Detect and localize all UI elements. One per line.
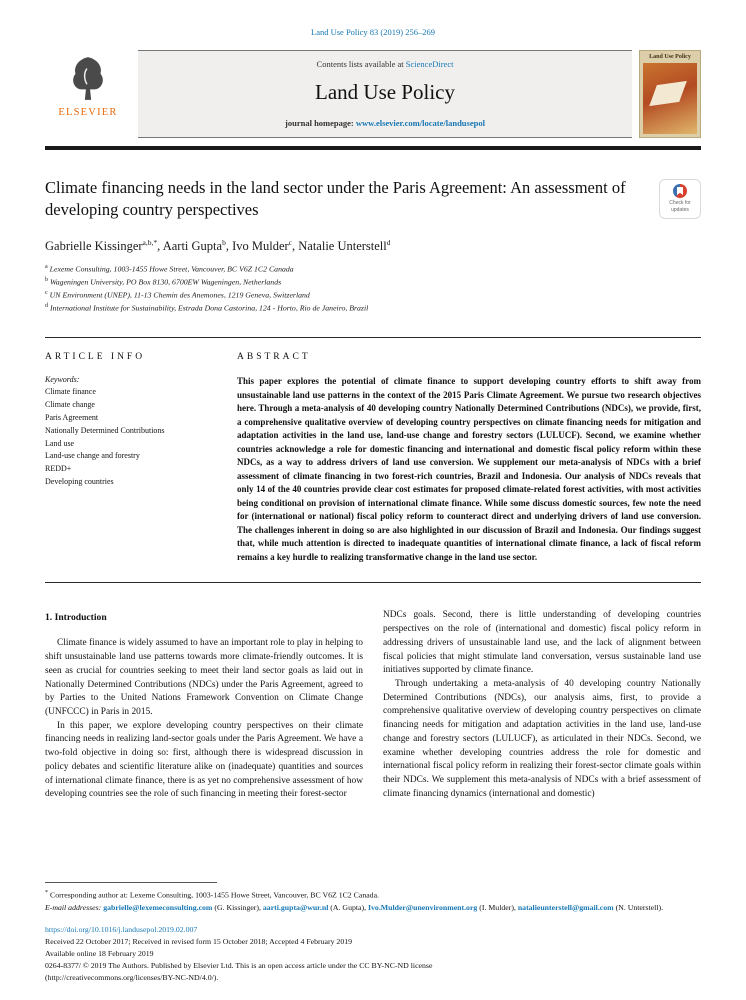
elsevier-logo [45, 50, 131, 138]
intro-paragraph: NDCs goals. Second, there is little understanding of developing countries perspectives on the role of (international and domestic) fiscal policy reform in addressing drivers of unsustainable land use, and the lack of alignment between fiscal policies that might stimulate land conversation, versus sustainable land use initiatives supported by climate finance. [383, 610, 701, 676]
keyword: Climate change [45, 400, 95, 410]
section-heading: 1. Introduction [45, 612, 107, 624]
cover-title: Land Use Policy [649, 54, 691, 60]
footnote-rule [45, 882, 217, 883]
journal-citation[interactable]: Land Use Policy 83 (2019) 256–269 [311, 27, 435, 37]
article-body [45, 609, 701, 802]
license-line: (http://creativecommons.org/licenses/BY-NC-ND/4.0/). [45, 972, 219, 982]
email-addresses-line [45, 902, 701, 914]
email-suffix: (G. Kissinger), [212, 902, 263, 912]
journal-title: Land Use Policy [315, 80, 455, 104]
contents-label: Contents lists available at [316, 59, 406, 69]
crossmark-icon [673, 184, 687, 198]
info-abstract-section [45, 337, 701, 583]
keyword: Climate finance [45, 387, 96, 397]
keyword: Land use [45, 438, 75, 448]
intro-paragraph: Climate finance is widely assumed to have an important role to play in helping to shift unsustainable land use patterns towards more climate-friendly outcomes. It is seen as crucial for countries seeking to meet their land sector goals as laid out in Nationally Determined Contributions (NDCs) under the Paris Agreement, agreed to by Parties to the United Nations Framework Convention on Climate Change (UNFCCC) in Paris in 2015. [45, 638, 363, 718]
article-title: Climate financing needs in the land sector under the Paris Agreement: An assessment of developing country perspectives [45, 177, 626, 220]
email-link[interactable]: natalieunterstell@gmail.com [517, 902, 614, 912]
page-footer [45, 882, 701, 984]
masthead-box [138, 50, 632, 138]
affiliation-line: $^b$ Wageningen University, PO Box 8130, 6700EW Wageningen, Netherlands [45, 277, 282, 287]
affiliation-line: $^d$ International Institute for Sustainability, Estrada Dona Castorina, 124 - Horto, Rio de Janeiro, Brazil [45, 303, 369, 313]
email-suffix: (A. Gupta), [328, 902, 368, 912]
homepage-line [285, 118, 485, 128]
check-for-updates-label: Check for updates [669, 200, 691, 213]
intro-paragraph: In this paper, we explore developing country perspectives on their climate financing needs in realizing land-sector goals under the Paris Agreement. We have a two-fold objective in doing so: first, although there is widespread discussion in policy debates and scientific literature alike on (inadequate) quantities and sources of international climate finance, there is as yet no comprehensive assessment of how developing countries see the role of such financing in meeting their forest-sector [45, 720, 363, 800]
doi-link[interactable]: https://doi.org/10.1016/j.landusepol.2019.02.007 [45, 924, 198, 934]
email-suffix: (N. Unterstell). [613, 902, 664, 912]
title-block [45, 177, 701, 223]
intro-paragraph: Through undertaking a meta-analysis of 40 developing country Nationally Determined Contributions (NDCs), our analysis aims, first, to provide a comprehensive qualitative overview of developing country perspectives on climate financing needs for mitigation and adaptation activities in the land use, land-use change and forestry sectors (LULUCF), as articulated in their NDCs. Second, we examine whether developing countries address the role for domestic and international fiscal policy reform in realizing their forest-sector climate goals within their NDCs. We supplement this meta-analysis of NDCs with a brief assessment of climate financing dynamics (international and domestic) [383, 679, 701, 799]
copyright-line: 0264-8377/ © 2019 The Authors. Published by Elsevier Ltd. This is an open access article under the CC BY-NC-ND license [45, 960, 433, 970]
author-affiliation-marker: a,b,* [142, 238, 158, 248]
author-affiliation-marker: d [386, 238, 391, 248]
available-online: Available online 18 February 2019 [45, 948, 154, 958]
affiliation-line: $^a$ Lexeme Consulting, 1003-1455 Howe Street, Vancouver, BC V6Z 1C2 Canada [45, 264, 294, 274]
abstract-text: This paper explores the potential of climate finance to support developing country efforts to shift away from unsustainable land use patterns in the context of the 2015 Paris Climate Agreement. We pursue two research objectives here. Through a meta-analysis of 40 developing country Nationally Determined Contributions (NDCs), we provide, first, a comprehensive qualitative overview of developing country perspectives on climate financing needs for mitigation and adaptation activities in the land use, land-use change and forestry sectors (LULUCF). Second, we examine whether countries acknowledge a role for domestic financing and international and domestic fiscal policy reform within these NDCs, as a way to address drivers of land use conversion. We supplement our meta-analysis of NDCs with a brief assessment of climate financing in two forest-rich countries, Brazil and Indonesia. Our analysis of NDCs reveals that only 14 of the 40 countries provide clear cost estimates for proposed climate-related forest activities, with most activities being conditional on provision of international climate finance. While some discuss domestic sources, few note the need for (international or national) fiscal policy reform to counteract direct and underlying drivers of land use conversion. The challenges inherent in doing so are also highlighted in our discussion of Brazil and Indonesia. Our findings suggest that, while much attention is directed to inadequate quantities of international climate finance, a lack of fiscal reform remains a key hurdle to realizing transformative change in the land use sector. [237, 376, 701, 562]
keyword: Developing countries [45, 477, 114, 487]
author-name: , Aarti Gupta$^b$ [157, 238, 226, 254]
cover-image [643, 63, 697, 134]
received-dates: Received 22 October 2017; Received in revised form 15 October 2018; Accepted 4 February 2019 [45, 936, 353, 946]
keywords-label: Keywords: [45, 375, 80, 385]
journal-cover-thumbnail [639, 50, 701, 138]
abstract-heading: ABSTRACT [237, 352, 311, 363]
thick-rule [45, 146, 701, 150]
contents-line [317, 59, 454, 69]
check-for-updates-badge[interactable] [659, 179, 701, 219]
elsevier-wordmark: ELSEVIER [58, 107, 118, 118]
keyword: Nationally Determined Contributions [45, 425, 165, 435]
homepage-label: journal homepage: [285, 118, 356, 128]
sciencedirect-link[interactable]: ScienceDirect [405, 59, 454, 69]
author-affiliation-marker: c [288, 238, 292, 248]
keyword: REDD+ [45, 464, 72, 474]
corresponding-author-note: * Corresponding author at: Lexeme Consulting, 1003-1455 Howe Street, Vancouver, BC V6Z 1C2 Canada. [45, 889, 379, 900]
keyword: Land-use change and forestry [45, 451, 140, 461]
author-name: Gabrielle Kissinger$^{a,b,*}$ [45, 238, 158, 254]
body-column-left [45, 609, 363, 802]
masthead [45, 50, 701, 138]
article-info-heading: ARTICLE INFO [45, 352, 146, 363]
author-list [45, 238, 701, 254]
keyword: Paris Agreement [45, 413, 99, 423]
footnote-marker: * [45, 889, 48, 896]
imprint-block [45, 924, 701, 984]
email-link[interactable]: Ivo.Mulder@unenvironment.org [367, 902, 478, 912]
affiliation-list [45, 263, 701, 315]
author-name: , Ivo Mulder$^c$ [225, 238, 292, 254]
abstract-column [237, 352, 701, 564]
author-name: , Natalie Unterstell$^d$ [292, 238, 391, 254]
email-link[interactable]: gabrielle@lexemeconsulting.com [103, 902, 213, 912]
email-label: E-mail addresses: [45, 902, 104, 912]
homepage-link[interactable]: www.elsevier.com/locate/landusepol [355, 118, 485, 128]
elsevier-tree-icon [67, 54, 109, 104]
article-info-column [45, 352, 211, 564]
affiliation-line: $^c$ UN Environment (UNEP), 11-13 Chemin des Anemones, 1219 Geneva, Switzerland [45, 290, 310, 300]
email-suffix: (I. Mulder), [477, 902, 518, 912]
email-link[interactable]: aarti.gupta@wur.nl [262, 902, 329, 912]
author-affiliation-marker: b [222, 238, 226, 248]
body-column-right [383, 609, 701, 802]
